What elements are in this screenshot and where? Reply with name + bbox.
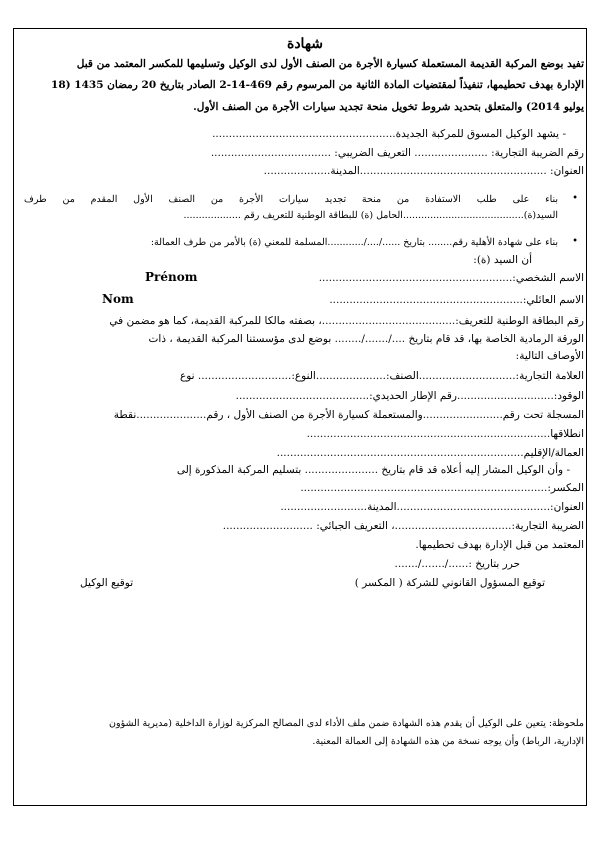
- signature-date: حرر بتاريخ :....../......./.......: [394, 558, 520, 570]
- breaker-line-5: المعتمد من قبل الإدارة بهدف تحطيمها.: [415, 539, 584, 551]
- bullet-dot: •: [572, 236, 578, 247]
- breaker-line-1: - وأن الوكيل المشار إليه أعلاه قد قام بتاريخ ...................... بتسليم المركبة المذكورة إلى: [176, 464, 570, 476]
- note-line-1: ملحوظة: يتعين على الوكيل أن يقدم هذه الشهادة ضمن ملف الأداء لدى المصالح المركزية لوزارة الداخلية (مديرية الشؤون: [109, 718, 584, 729]
- first-name-french-label: Prénom: [145, 270, 198, 284]
- breaker-line-3: العنوان:..............................................المدينة..........................: [280, 501, 584, 513]
- intro-line-3: يوليو 2014) والمتعلق بتحديد شروط تخويل منحة تجديد سيارات الأجرة من الصنف الأول.: [193, 101, 584, 113]
- specs-intro: الأوصاف التالية:: [515, 350, 584, 362]
- intro-line-1: تفيد بوضع المركبة القديمة المستعملة كسيارة الأجرة من الصنف الأول لدى الوكيل وتسليمها للمكسر المعتمد من قبل: [76, 58, 584, 70]
- document-title: شهادة: [286, 36, 324, 52]
- dealer-line-2: رقم الضريبة التجارية: ...................... التعريف الضريبي: ....................................: [210, 147, 584, 159]
- breaker-line-2: المكسر:..........................................................................: [300, 482, 584, 494]
- prefecture-line: العمالة/الإقليم..........................................................................: [276, 447, 584, 459]
- fuel-line: الوقود:.............................رقم الإطار الحديدي:........................................: [235, 390, 584, 402]
- last-name-french-label: Nom: [102, 292, 134, 306]
- first-name-line: الاسم الشخصي:..........................................................: [318, 272, 584, 284]
- intro-line-2: الإدارة بهدف تحطيمها، تنفيذاً لمقتضيات المادة الثانية من المرسوم رقم 469-14-2 الصادر بتاريخ 20 رمضان 1435 (18: [51, 79, 584, 91]
- cin-line: رقم البطاقة الوطنية للتعريف:........................................، بصفته مالكا للمركبة القديمة، كما هو مضمن في: [109, 315, 584, 327]
- note-line-2: الإدارية، الرباط) وأن يوجه نسخة من هذه الشهادة إلى العمالة المعنية.: [312, 736, 584, 747]
- legal-rep-signature-label: توقيع المسؤول القانوني للشركة ( المكسر ): [354, 577, 545, 589]
- registration-line: المسجلة تحت رقم........................والمستعملة كسيارة الأجرة من الصنف الأول ، رقم.....................نقطة: [113, 409, 584, 421]
- grey-card-line: الورقة الرمادية الخاصة بها، قد قام بتاريخ ..../......./........ بوضع لدى مؤسستنا المركبة القديمة ، ذات: [148, 333, 584, 345]
- dealer-line-3: العنوان: ........................................................المدينة....................: [263, 165, 584, 177]
- breaker-line-4: الضريبة التجارية:...................................، التعريف الجبائي: ...........................: [222, 520, 584, 532]
- bullet2-line-1: بناء على شهادة الأهلية رقم........ بتاريخ ....../..../............المسلمة للمعني (ة) بالأمر من طرف العمالة:: [150, 237, 558, 248]
- last-name-line: الاسم العائلي:..........................................................: [329, 294, 584, 306]
- dealer-line-1: - يشهد الوكيل المسوق للمركبة الجديدة.......................................................: [212, 128, 566, 140]
- dealer-signature-label: توقيع الوكيل: [80, 577, 134, 589]
- bullet1-line-2: السيد(ة)........................................الحامل (ة) للبطاقة الوطنية للتعريف رقم ...................: [183, 210, 558, 221]
- bullet-dot: •: [572, 193, 578, 204]
- origin-line: انطلاقها.........................................................................: [306, 428, 584, 440]
- owner-intro: أن السيد (ة):: [473, 254, 532, 266]
- bullet1-line-1: بناء على طلب الاستفادة من منحة تجديد سيارات الأجرة من الصنف الأول المقدم من طرف: [24, 194, 558, 205]
- brand-line: العلامة التجارية:.............................الصنف:.....................النوع:............................ نوع: [179, 370, 584, 382]
